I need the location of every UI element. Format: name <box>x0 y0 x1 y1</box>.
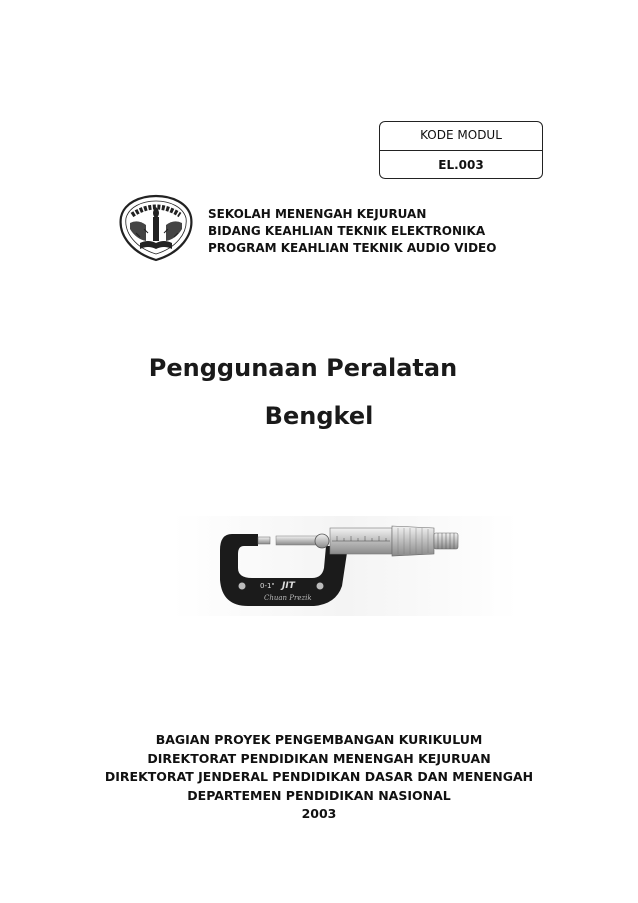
school-info <box>208 206 496 257</box>
footer-line-4: DEPARTEMEN PENDIDIKAN NASIONAL <box>187 787 451 803</box>
module-title-line-2: Bengkel <box>264 402 374 430</box>
kode-modul-box <box>379 121 543 179</box>
school-line-2: BIDANG KEAHLIAN TEKNIK ELEKTRONIKA <box>208 224 486 238</box>
school-line-1: SEKOLAH MENENGAH KEJURUAN <box>208 207 427 221</box>
kode-modul-label: KODE MODUL <box>420 128 502 142</box>
module-title-line-1: Penggunaan Peralatan <box>148 354 458 382</box>
kode-modul-divider <box>380 150 542 151</box>
footer-line-1: BAGIAN PROYEK PENGEMBANGAN KURIKULUM <box>155 732 483 747</box>
micrometer-script-text: Chuan Prezik <box>264 594 312 602</box>
footer-line-3: DIREKTORAT JENDERAL PENDIDIKAN DASAR DAN MENENGAH <box>104 769 534 784</box>
footer-line-2: DIREKTORAT PENDIDIKAN MENENGAH KEJURUAN <box>147 750 491 766</box>
school-line-3: PROGRAM KEAHLIAN TEKNIK AUDIO VIDEO <box>208 241 497 255</box>
footer-institution <box>0 731 638 824</box>
footer-year: 2003 <box>301 806 337 821</box>
kode-modul-value: EL.003 <box>438 158 484 172</box>
tut-wuri-handayani-emblem-icon <box>118 193 194 263</box>
micrometer-icon <box>172 516 518 616</box>
micrometer-scale-text: 0-1" <box>260 582 275 590</box>
micrometer-brand-text: JIT <box>282 581 295 591</box>
